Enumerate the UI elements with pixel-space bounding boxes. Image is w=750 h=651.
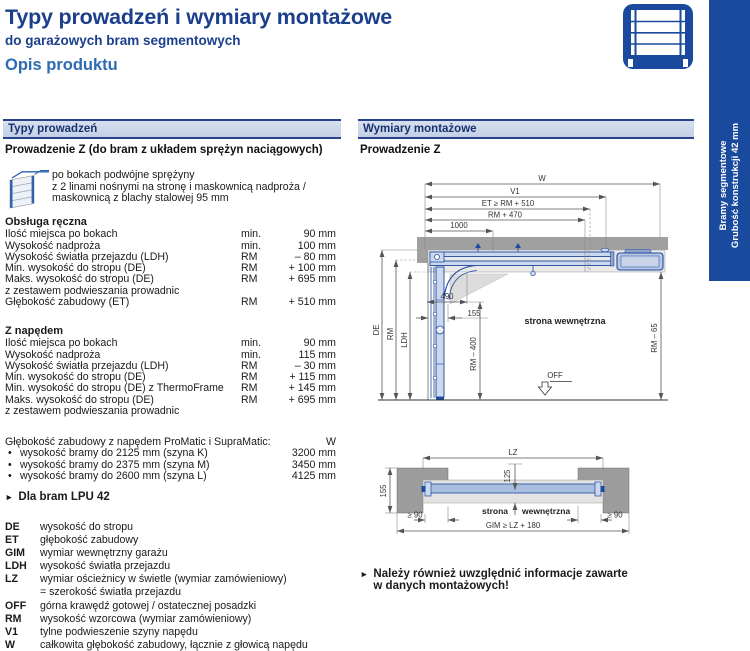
left-dimensions	[372, 250, 428, 400]
installation-depth-list	[5, 437, 336, 482]
bullet: •	[8, 469, 12, 482]
dim-label-rm: RM	[386, 327, 395, 341]
dim-label-et: ET ≥ RM + 510	[481, 199, 535, 208]
dim-label-rm65: RM – 65	[650, 323, 659, 353]
track-z-description	[52, 170, 306, 205]
table-title: Obsługa ręczna	[5, 216, 87, 228]
inner-side-label-a: strona	[482, 506, 508, 516]
table-row: Min. wysokość do stropu (DE) RM + 115 mm	[5, 371, 336, 384]
dim-label-490: 490	[440, 292, 454, 301]
inner-dimensions	[416, 272, 663, 400]
side-view-drawing	[358, 172, 698, 417]
table-row: Maks. wysokość do stropu (DE) RM + 695 mm	[5, 273, 336, 286]
note-text	[373, 568, 627, 592]
pointer-triangle-icon: ►	[360, 569, 369, 579]
table-row: Wysokość nadproża min. 100 mm	[5, 239, 336, 252]
dim-label-90l: ≥ 90	[407, 510, 423, 520]
list-item: • wysokość bramy do 2375 mm (szyna M) 3450 mm	[5, 460, 336, 471]
door-leaf	[428, 252, 444, 400]
section-bar-track-types: Typy prowadzeń	[3, 119, 341, 139]
table-row: Ilość miejsca po bokach min. 90 mm	[5, 337, 336, 350]
dim-label-125: 125	[503, 469, 512, 483]
inner-side-label: strona wewnętrzna	[524, 316, 606, 326]
off-floor-arrow-icon	[539, 382, 552, 395]
table-row: z zestawem podwieszania prowadnic	[5, 405, 180, 418]
dim-label-155: 155	[379, 484, 388, 498]
mounting-z-heading: Prowadzenie Z	[360, 144, 441, 156]
legend-row: DE wysokość do stropu	[5, 521, 134, 533]
dim-label-1000: 1000	[450, 221, 468, 230]
legend-row: GIM wymiar wewnętrzny garażu	[5, 547, 168, 560]
manual-operation-table	[5, 217, 336, 308]
table-row: Wysokość światła przejazdu (LDH) RM – 80 mm	[5, 250, 336, 263]
operator-head	[617, 250, 663, 271]
side-tab-line2: Grubość konstrukcji 42 mm	[729, 122, 741, 249]
legend-row: LZ wymiar ościeżnicy w świetle (wymiar zamówieniowy) = szerokość światła przejazdu	[5, 573, 287, 599]
dim-label-lz: LZ	[508, 448, 518, 457]
page-subtitle: do garażowych bram segmentowych	[5, 33, 241, 48]
off-label: OFF	[547, 371, 563, 380]
sectional-door-icon	[622, 3, 694, 73]
table-row: Wysokość światła przejazdu (LDH) RM – 30 mm	[5, 359, 336, 372]
dim-label-w: W	[538, 174, 546, 183]
dim-155	[379, 468, 397, 513]
lz-dimension	[423, 448, 603, 470]
side-tab	[709, 0, 750, 281]
lintel	[417, 237, 428, 263]
dim-label-90r: ≥ 90	[607, 510, 623, 520]
legend-row: V1 tylne podwieszenie szyny napędu	[5, 625, 198, 638]
inner-side-label-group	[482, 503, 570, 516]
track-gusset	[450, 274, 508, 304]
dim-label-155: 155	[467, 309, 481, 318]
table-row: Głębokość zabudowy (ET) RM + 510 mm	[5, 296, 336, 309]
description-line: z 2 linami nośnymi na stronę i maskownicą nadproża /	[52, 180, 306, 193]
section-title: Opis produktu	[5, 56, 118, 74]
track-z-heading: Prowadzenie Z (do bram z układem sprężyn naciągowych)	[5, 144, 323, 156]
page-title: Typy prowadzeń i wymiary montażowe	[5, 5, 393, 29]
mounting-data-note	[360, 568, 680, 592]
dim-label-de: DE	[372, 324, 381, 336]
table-row: z zestawem podwieszania prowadnic	[5, 284, 180, 297]
list-item: • wysokość bramy do 2125 mm (szyna K) 3200 mm	[5, 448, 336, 459]
lpu42-label: Dla bram LPU 42	[18, 491, 110, 503]
dim-label-ldh: LDH	[400, 332, 409, 348]
bullet: •	[8, 447, 12, 460]
plan-view-drawing	[358, 440, 698, 557]
door-thumbnail-image	[7, 169, 51, 216]
side-tab-text	[709, 45, 750, 326]
dim-label-rm470: RM + 470	[487, 210, 523, 220]
table-row: Ilość miejsca po bokach min. 90 mm	[5, 228, 336, 241]
description-line: maskownicą z blachy stalowej 95 mm	[52, 192, 229, 205]
table-title: Z napędem	[5, 325, 64, 337]
dim-label-v1: V1	[510, 187, 520, 196]
legend-row: RM wysokość wzorcowa (wymiar zamówieniowy)	[5, 612, 252, 625]
section-bar-mounting-dimensions: Wymiary montażowe	[358, 119, 694, 139]
door-panel	[430, 484, 596, 493]
ceiling	[418, 237, 668, 250]
legend-row: W całkowita głębokość zabudowy, łącznie z głowicą napędu	[5, 638, 308, 651]
legend-row: OFF górna krawędź gotowej / ostatecznej posadzki	[5, 599, 257, 612]
with-operator-table	[5, 326, 336, 417]
table-row: Min. wysokość do stropu (DE) z ThermoFrame RM + 145 mm	[5, 382, 336, 395]
dim-label-gim: GIM ≥ LZ + 180	[485, 521, 541, 530]
pointer-triangle-icon: ►	[5, 492, 14, 502]
note-line: Należy również uwzględnić informacje zawarte	[373, 568, 628, 580]
table-row: Maks. wysokość do stropu (DE) RM + 695 mm	[5, 393, 336, 406]
legend-row: LDH wysokość światła przejazdu	[5, 560, 171, 573]
note-line: w danych montażowych!	[373, 580, 509, 592]
inner-side-label-b: wewnętrzna	[522, 506, 571, 516]
list-item: • wysokość bramy do 2600 mm (szyna L) 4125 mm	[5, 471, 336, 482]
side-tab-line1: Bramy segmentowe	[717, 140, 729, 231]
list-header: Głębokość zabudowy z napędem ProMatic i SupraMatic: W	[5, 436, 336, 448]
description-line: po bokach podwójne sprężyny	[52, 169, 195, 181]
legend-row: ET głębokość zabudowy	[5, 534, 139, 547]
bullet: •	[8, 458, 12, 471]
table-row: Wysokość nadproża min. 115 mm	[5, 348, 336, 361]
dim-label-rm400: RM – 400	[469, 337, 478, 371]
lpu42-note	[5, 491, 110, 503]
abbreviation-legend	[5, 521, 350, 651]
table-row: Min. wysokość do stropu (DE) RM + 100 mm	[5, 262, 336, 275]
off-marker	[539, 371, 573, 395]
